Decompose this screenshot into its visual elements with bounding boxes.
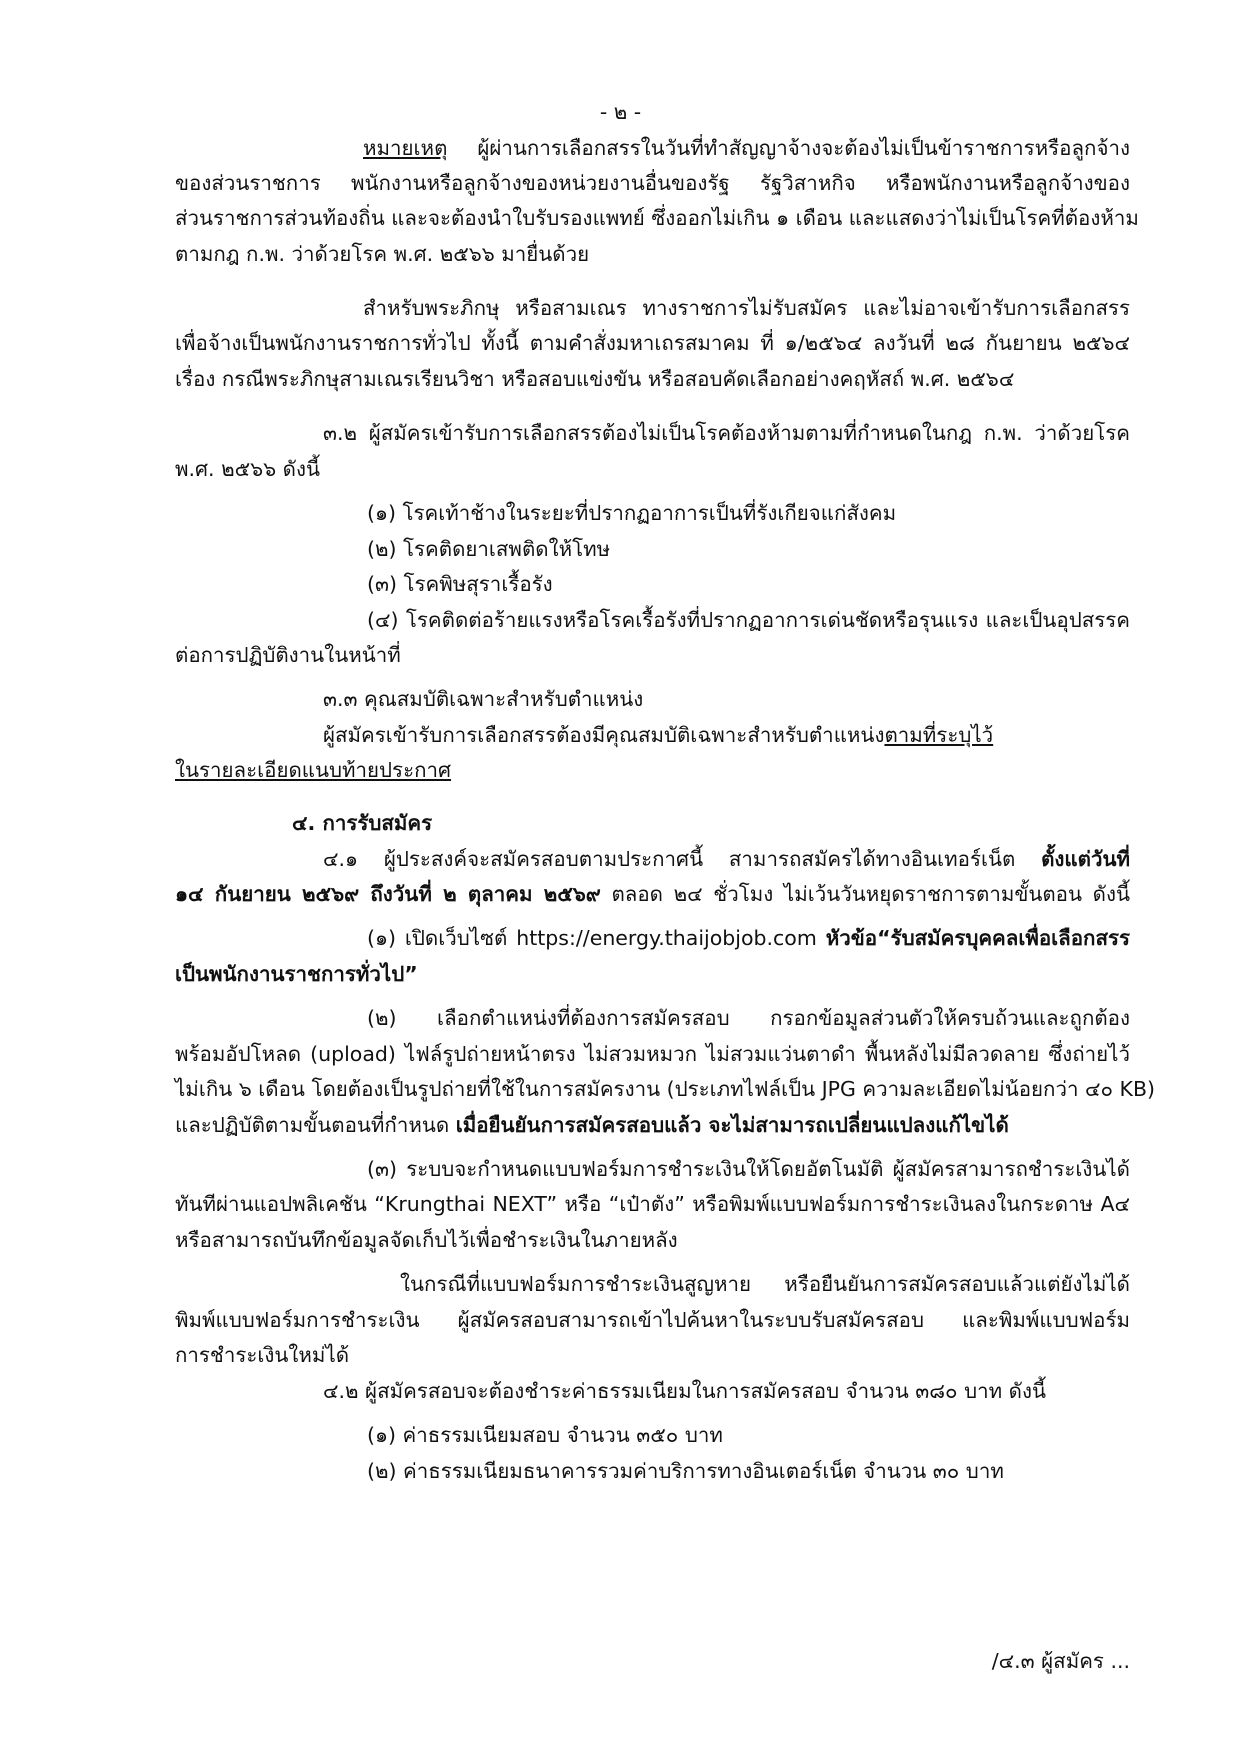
section-4-1-line-2: [175, 879, 1130, 909]
note-line-1: [363, 133, 1130, 163]
monks-line-3: เรื่อง กรณีพระภิกษุสามเณรเรียนวิชา หรือสอบแข่งขัน หรือสอบคัดเลือกอย่างคฤหัสถ์ พ.ศ. ๒๕๖๔: [175, 367, 1015, 391]
step-2-line-2: พร้อมอัปโหลด (upload) ไฟล์รูปถ่ายหน้าตรง ไม่สวมหมวก ไม่สวมแว่นตาดำ พื้นหลังไม่มีลวดลาย ซึ่งถ่ายไว้: [175, 1042, 1130, 1066]
disease-item-4: (๔) โรคติดต่อร้ายแรงหรือโรคเรื้อรังที่ปรากฏอาการเด่นชัดหรือรุนแรง และเป็นอุปสรรค: [367, 608, 1130, 632]
lost-form-line-3: การชำระเงินใหม่ได้: [175, 1343, 350, 1367]
section-3-3-line-2: ในรายละเอียดแนบท้ายประกาศ: [175, 758, 452, 782]
disease-item-1: (๑) โรคเท้าช้างในระยะที่ปรากฏอาการเป็นที่รังเกียจแก่สังคม: [367, 501, 897, 525]
note-line-3: ส่วนราชการส่วนท้องถิ่น และจะต้องนำใบรับรองแพทย์ ซึ่งออกไม่เกิน ๑ เดือน และแสดงว่าไม่เป็นโรคที่ต้องห้าม: [175, 206, 1139, 230]
section-4-1-text: ๔.๑ ผู้ประสงค์จะสมัครสอบตามประกาศนี้ สามารถสมัครได้ทางอินเทอร์เน็ต: [323, 847, 1042, 871]
section-3-2-line-1: ๓.๒ ผู้สมัครเข้ารับการเลือกสรรต้องไม่เป็นโรคต้องห้ามตามที่กำหนดในกฎ ก.พ. ว่าด้วยโรค: [323, 421, 1130, 445]
monks-line-1: สำหรับพระภิกษุ หรือสามเณร ทางราชการไม่รับสมัคร และไม่อาจเข้ารับการเลือกสรร: [363, 296, 1130, 320]
step-2-text: และปฏิบัติตามขั้นตอนที่กำหนด: [175, 1113, 456, 1137]
section-4-1-bold: ตั้งแต่วันที่: [1041, 847, 1130, 871]
step-1-topic: หัวข้อ“รับสมัครบุคคลเพื่อเลือกสรร: [825, 926, 1130, 950]
disease-item-3: (๓) โรคพิษสุราเรื้อรัง: [367, 572, 553, 596]
step-1-line-2: เป็นพนักงานราชการทั่วไป”: [175, 962, 418, 986]
section-4-1-line-1: [323, 844, 1130, 874]
step-3-line-2: ทันทีผ่านแอปพลิเคชัน “Krungthai NEXT” หรือ “เป๋าตัง” หรือพิมพ์แบบฟอร์มการชำระเงินลงในกระดาษ A๔: [175, 1192, 1130, 1216]
disease-item-4-cont: ต่อการปฏิบัติงานในหน้าที่: [175, 643, 401, 667]
step-3-line-1: (๓) ระบบจะกำหนดแบบฟอร์มการชำระเงินให้โดยอัตโนมัติ ผู้สมัครสามารถชำระเงินได้: [367, 1157, 1130, 1181]
page-number: - ๒ -: [599, 100, 642, 124]
section-3-3-underlined: ตามที่ระบุไว้: [884, 723, 994, 747]
section-3-3-line-1: [323, 720, 1130, 750]
fee-item-2: (๒) ค่าธรรมเนียมธนาคารรวมค่าบริการทางอินเตอร์เน็ต จำนวน ๓๐ บาท: [367, 1459, 1004, 1483]
lost-form-line-2: พิมพ์แบบฟอร์มการชำระเงิน ผู้สมัครสอบสามารถเข้าไปค้นหาในระบบรับสมัครสอบ และพิมพ์แบบฟอร์ม: [175, 1308, 1130, 1332]
note-line-4: ตามกฎ ก.พ. ว่าด้วยโรค พ.ศ. ๒๕๖๖ มายื่นด้วย: [175, 242, 590, 266]
section-4-1-text-2: ตลอด ๒๔ ชั่วโมง ไม่เว้นวันหยุดราชการตามขั้นตอน ดังนี้: [600, 882, 1130, 906]
step-2-line-4: [175, 1110, 1009, 1140]
monks-line-2: เพื่อจ้างเป็นพนักงานราชการทั่วไป ทั้งนี้ ตามคำสั่งมหาเถรสมาคม ที่ ๑/๒๕๖๔ ลงวันที่ ๒๘ กันยายน ๒๕๖๔: [175, 331, 1130, 355]
section-3-3-title: ๓.๓ คุณสมบัติเฉพาะสำหรับตำแหน่ง: [323, 687, 644, 711]
step-2-line-1: (๒) เลือกตำแหน่งที่ต้องการสมัครสอบ กรอกข้อมูลส่วนตัวให้ครบถ้วนและถูกต้อง: [367, 1006, 1130, 1030]
disease-item-2: (๒) โรคติดยาเสพติดให้โทษ: [367, 537, 611, 561]
application-period: ๑๔ กันยายน ๒๕๖๙ ถึงวันที่ ๒ ตุลาคม ๒๕๖๙: [175, 882, 601, 906]
step-1-website: (๑) เปิดเว็บไซต์ https://energy.thaijobjob.com: [367, 926, 826, 950]
step-2-warning: เมื่อยืนยันการสมัครสอบแล้ว จะไม่สามารถเปลี่ยนแปลงแก้ไขได้: [455, 1113, 1009, 1137]
section-4-title: ๔. การรับสมัคร: [292, 811, 433, 835]
fee-item-1: (๑) ค่าธรรมเนียมสอบ จำนวน ๓๕๐ บาท: [367, 1423, 723, 1447]
lost-form-line-1: ในกรณีที่แบบฟอร์มการชำระเงินสูญหาย หรือยืนยันการสมัครสอบแล้วแต่ยังไม่ได้: [400, 1272, 1130, 1296]
section-3-3-text: ผู้สมัครเข้ารับการเลือกสรรต้องมีคุณสมบัติเฉพาะสำหรับตำแหน่ง: [323, 723, 885, 747]
step-2-line-3: ไม่เกิน ๖ เดือน โดยต้องเป็นรูปถ่ายที่ใช้ในการสมัครงาน (ประเภทไฟล์เป็น JPG ความละเอียดไม่น้อยกว่า ๔๐ KB): [175, 1077, 1156, 1101]
step-1-line-1: [367, 923, 1130, 953]
section-4-2-line-1: ๔.๒ ผู้สมัครสอบจะต้องชำระค่าธรรมเนียมในการสมัครสอบ จำนวน ๓๘๐ บาท ดังนี้: [323, 1379, 1046, 1403]
continuation-note: /๔.๓ ผู้สมัคร ...: [991, 1649, 1130, 1673]
note-line-2: ของส่วนราชการ พนักงานหรือลูกจ้างของหน่วยงานอื่นของรัฐ รัฐวิสาหกิจ หรือพนักงานหรือลูกจ้างของ: [175, 171, 1130, 195]
note-label: หมายเหตุ: [363, 136, 448, 160]
section-3-2-line-2: พ.ศ. ๒๕๖๖ ดังนี้: [175, 457, 320, 481]
step-3-line-3: หรือสามารถบันทึกข้อมูลจัดเก็บไว้เพื่อชำระเงินในภายหลัง: [175, 1228, 678, 1252]
note-text-1: ผู้ผ่านการเลือกสรรในวันที่ทำสัญญาจ้างจะต้องไม่เป็นข้าราชการหรือลูกจ้าง: [477, 136, 1130, 160]
